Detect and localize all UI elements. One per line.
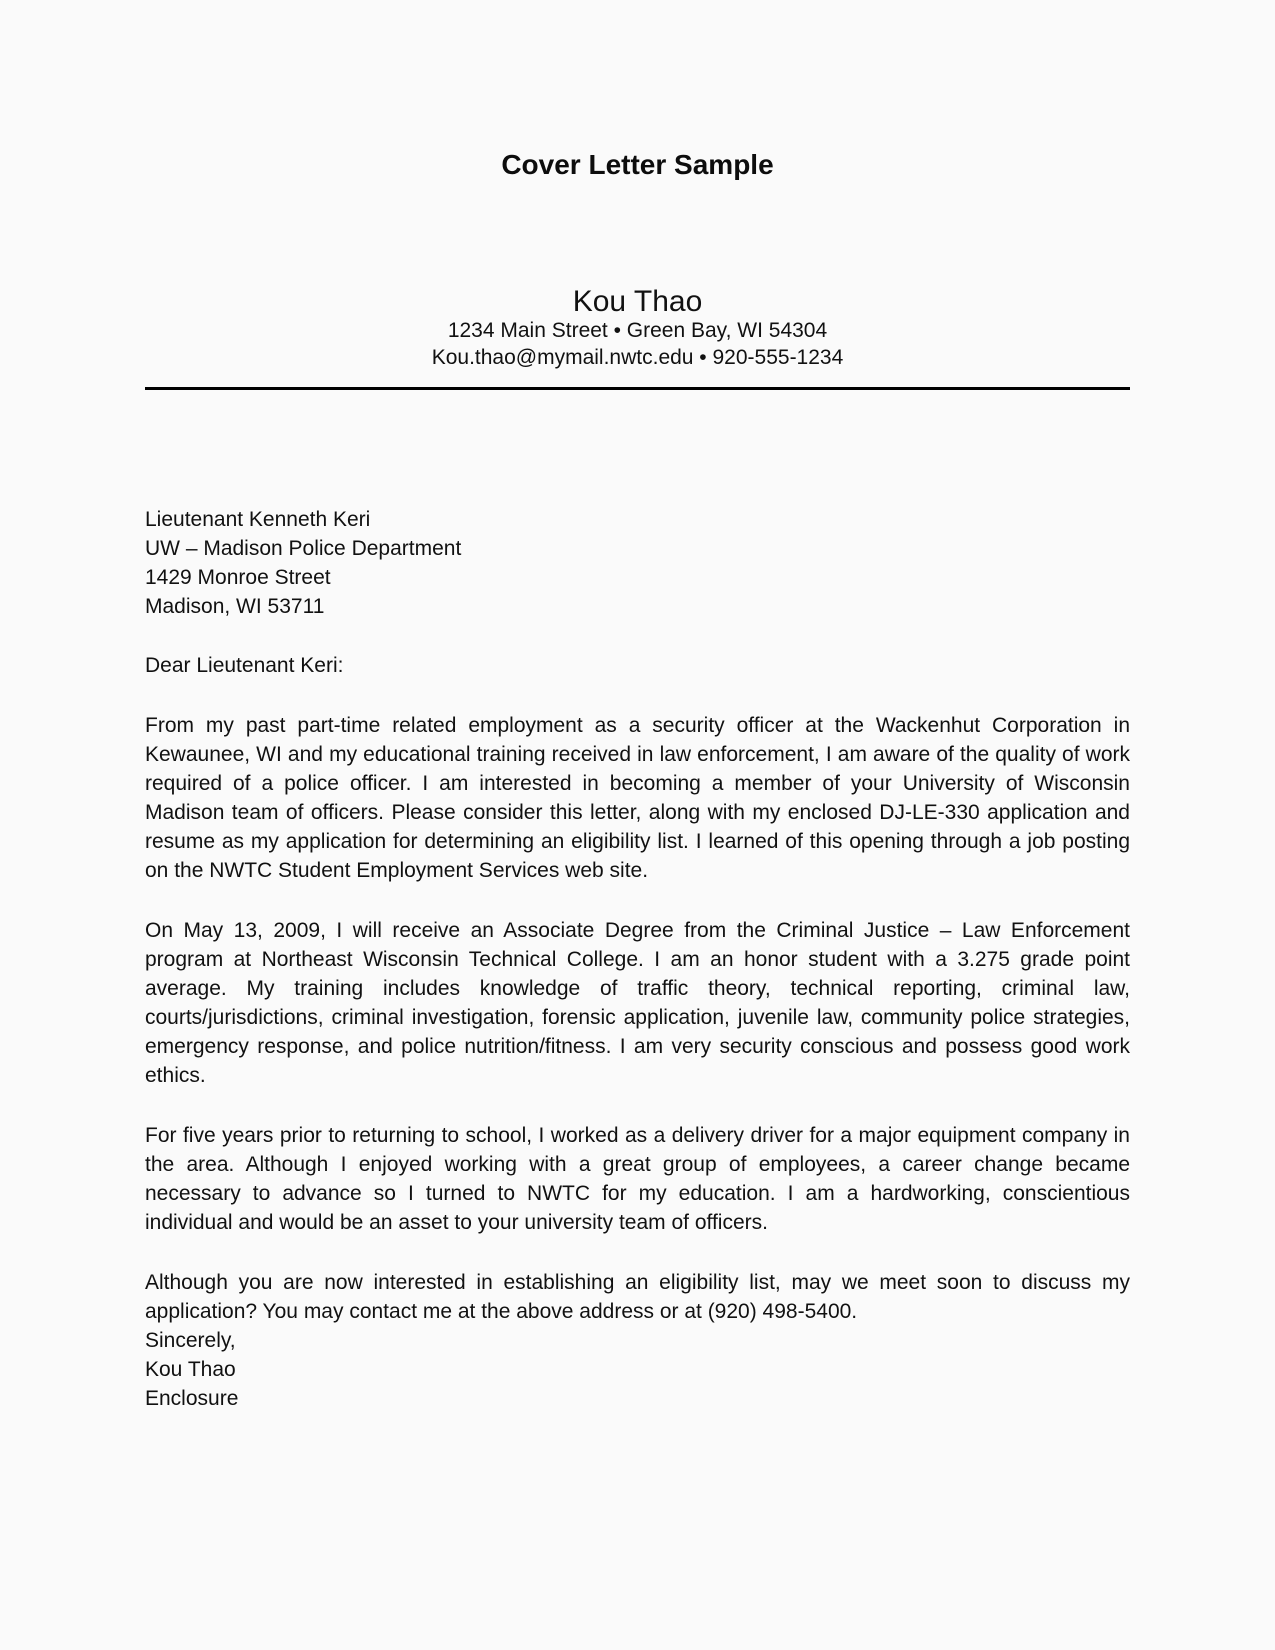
recipient-line: UW – Madison Police Department — [145, 537, 462, 560]
page-title: Cover Letter Sample — [501, 149, 774, 180]
body-paragraph-2: On May 13, 2009, I will receive an Associate Degree from the Criminal Justice – Law Enforcement program at Northeast Wisconsin Technical College. I am an honor student with a 3.275 grade point average. My training includes knowledge of traffic theory, technical reporting, criminal law, courts/jurisdictions, criminal investigation, forensic application, juvenile law, community police strategies, emergency response, and police nutrition/fitness. I am very security conscious and possess good work ethics. — [145, 919, 1130, 1087]
recipient-address-block — [145, 505, 1130, 621]
body-paragraph-3: For five years prior to returning to school, I worked as a delivery driver for a major equipment company in the area. Although I enjoyed working with a great group of employees, a career change became necessary to advance so I turned to NWTC for my education. I am a hardworking, conscientious individual and would be an asset to your university team of officers. — [145, 1124, 1130, 1234]
body-paragraph-1: From my past part-time related employment as a security officer at the Wackenhut Corporation in Kewaunee, WI and my educational training received in law enforcement, I am aware of the quality of work required of a police officer. I am interested in becoming a member of your University of Wisconsin Madison team of officers. Please consider this letter, along with my enclosed DJ-LE-330 application and resume as my application for determining an eligibility list. I learned of this opening through a job posting on the NWTC Student Employment Services web site. — [145, 714, 1130, 882]
enclosure-note: Enclosure — [145, 1387, 239, 1410]
recipient-line: Madison, WI 53711 — [145, 595, 325, 618]
recipient-line: Lieutenant Kenneth Keri — [145, 508, 371, 531]
letterhead — [145, 287, 1130, 390]
signature-name: Kou Thao — [145, 1358, 236, 1381]
salutation: Dear Lieutenant Keri: — [145, 654, 344, 677]
body-paragraph-4: Although you are now interested in establishing an eligibility list, may we meet soon to discuss my application? You may contact me at the above address or at (920) 498-5400. — [145, 1271, 1130, 1323]
closing-block — [145, 1326, 1130, 1413]
sender-address-line: 1234 Main Street • Green Bay, WI 54304 — [447, 319, 828, 342]
valediction: Sincerely, — [145, 1329, 236, 1352]
recipient-line: 1429 Monroe Street — [145, 566, 331, 589]
letterhead-divider — [145, 387, 1130, 390]
sender-contact-line: Kou.thao@mymail.nwtc.edu • 920-555-1234 — [431, 346, 844, 369]
sender-name: Kou Thao — [572, 285, 703, 318]
